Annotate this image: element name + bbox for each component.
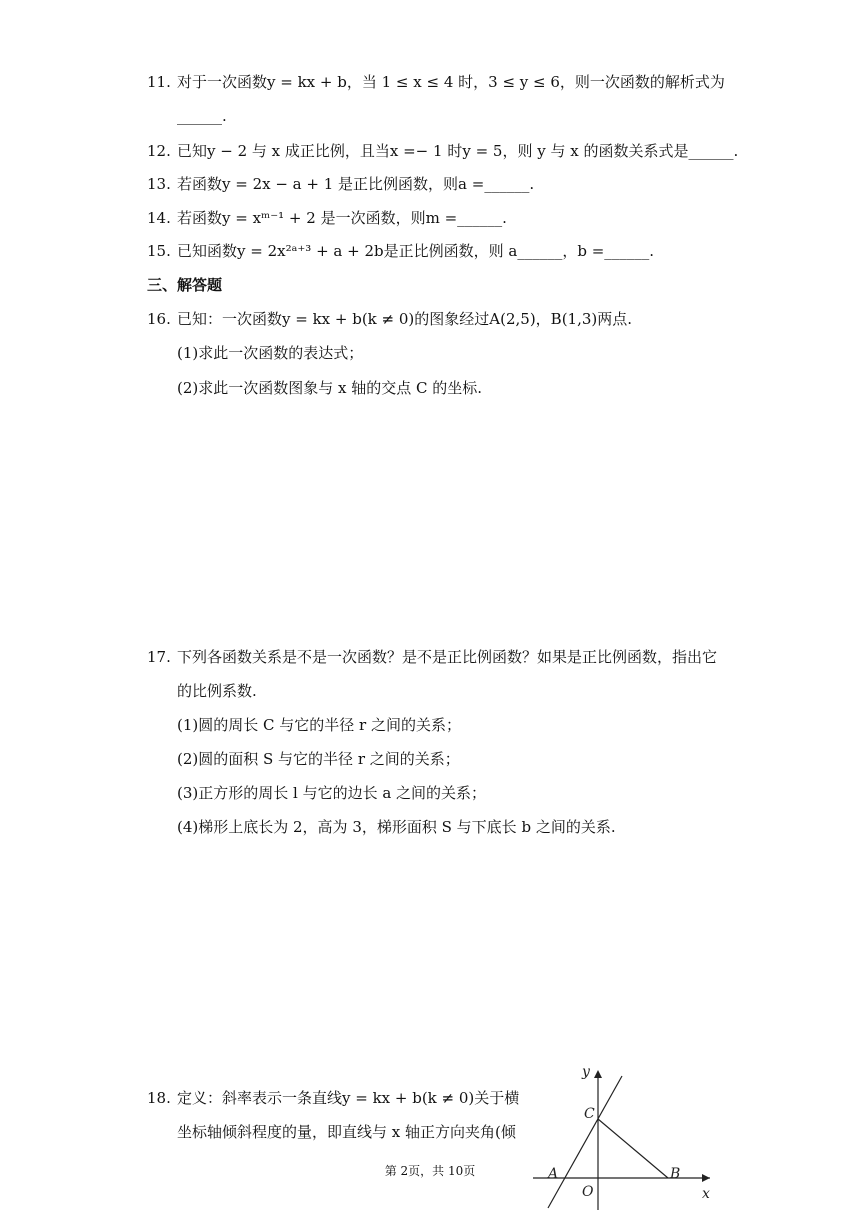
question-12 [147,140,738,162]
question-17-part1: (1)圆的周长 C 与它的半径 r 之间的关系； [177,716,461,734]
question-text: 若函数y = xᵐ⁻¹ + 2 是一次函数，则m =______. [177,209,507,227]
question-11-line1 [147,71,725,93]
question-15 [147,240,654,262]
question-number: 17. [147,648,171,666]
point-label-A: A [548,1166,559,1182]
page-footer: 第 2页，共 10页 [384,1164,476,1178]
question-text: 对于一次函数y = kx + b，当 1 ≤ x ≤ 4 时，3 ≤ y ≤ 6，则一次函数的解析式为 [177,73,725,91]
question-number: 11. [147,73,171,91]
point-label-C: C [584,1106,595,1122]
answer-blank: ______. [177,107,227,125]
question-number: 15. [147,242,171,260]
point-label-O: O [582,1184,594,1200]
question-number: 14. [147,209,171,227]
question-text: 已知函数y = 2x²ᵃ⁺³ + a + 2b是正比例函数，则 a______，b =______. [177,242,655,260]
question-14 [147,207,507,229]
question-17-line1 [147,646,717,668]
section-heading: 三、解答题 [147,276,223,294]
question-number: 13. [147,175,171,193]
y-axis-arrow [594,1070,602,1078]
question-number: 12. [147,142,171,160]
question-text: 已知y − 2 与 x 成正比例，且当x =− 1 时y = 5，则 y 与 x 的函数关系式是______. [177,142,739,160]
question-text: 定义：斜率表示一条直线y = kx + b(k ≠ 0)关于横 [177,1089,520,1107]
question-text: 已知：一次函数y = kx + b(k ≠ 0)的图象经过A(2,5)，B(1,3)两点. [177,310,633,328]
point-label-B: B [670,1166,681,1182]
question-17-line2: 的比例系数. [177,682,257,700]
question-13 [147,173,534,195]
question-17-part2: (2)圆的面积 S 与它的半径 r 之间的关系； [177,750,460,768]
question-16-stem [147,308,632,330]
question-18-line2: 坐标轴倾斜程度的量，即直线与 x 轴正方向夹角(倾 [177,1123,516,1141]
question-17-part3: (3)正方形的周长 l 与它的边长 a 之间的关系； [177,784,487,802]
y-axis-label: y [582,1064,590,1080]
question-16-part2: (2)求此一次函数图象与 x 轴的交点 C 的坐标. [177,379,483,397]
question-18-line1 [147,1087,519,1109]
question-17-part4: (4)梯形上底长为 2，高为 3，梯形面积 S 与下底长 b 之间的关系. [177,818,616,836]
question-number: 16. [147,310,171,328]
question-text: 下列各函数关系是不是一次函数？是不是正比例函数？如果是正比例函数，指出它 [177,648,718,666]
x-axis-label: x [702,1186,710,1202]
question-16-part1: (1)求此一次函数的表达式； [177,344,364,362]
coordinate-figure [518,1062,718,1212]
question-text: 若函数y = 2x − a + 1 是正比例函数，则a =______. [177,175,535,193]
question-11-line2 [177,105,227,127]
question-number: 18. [147,1089,171,1107]
